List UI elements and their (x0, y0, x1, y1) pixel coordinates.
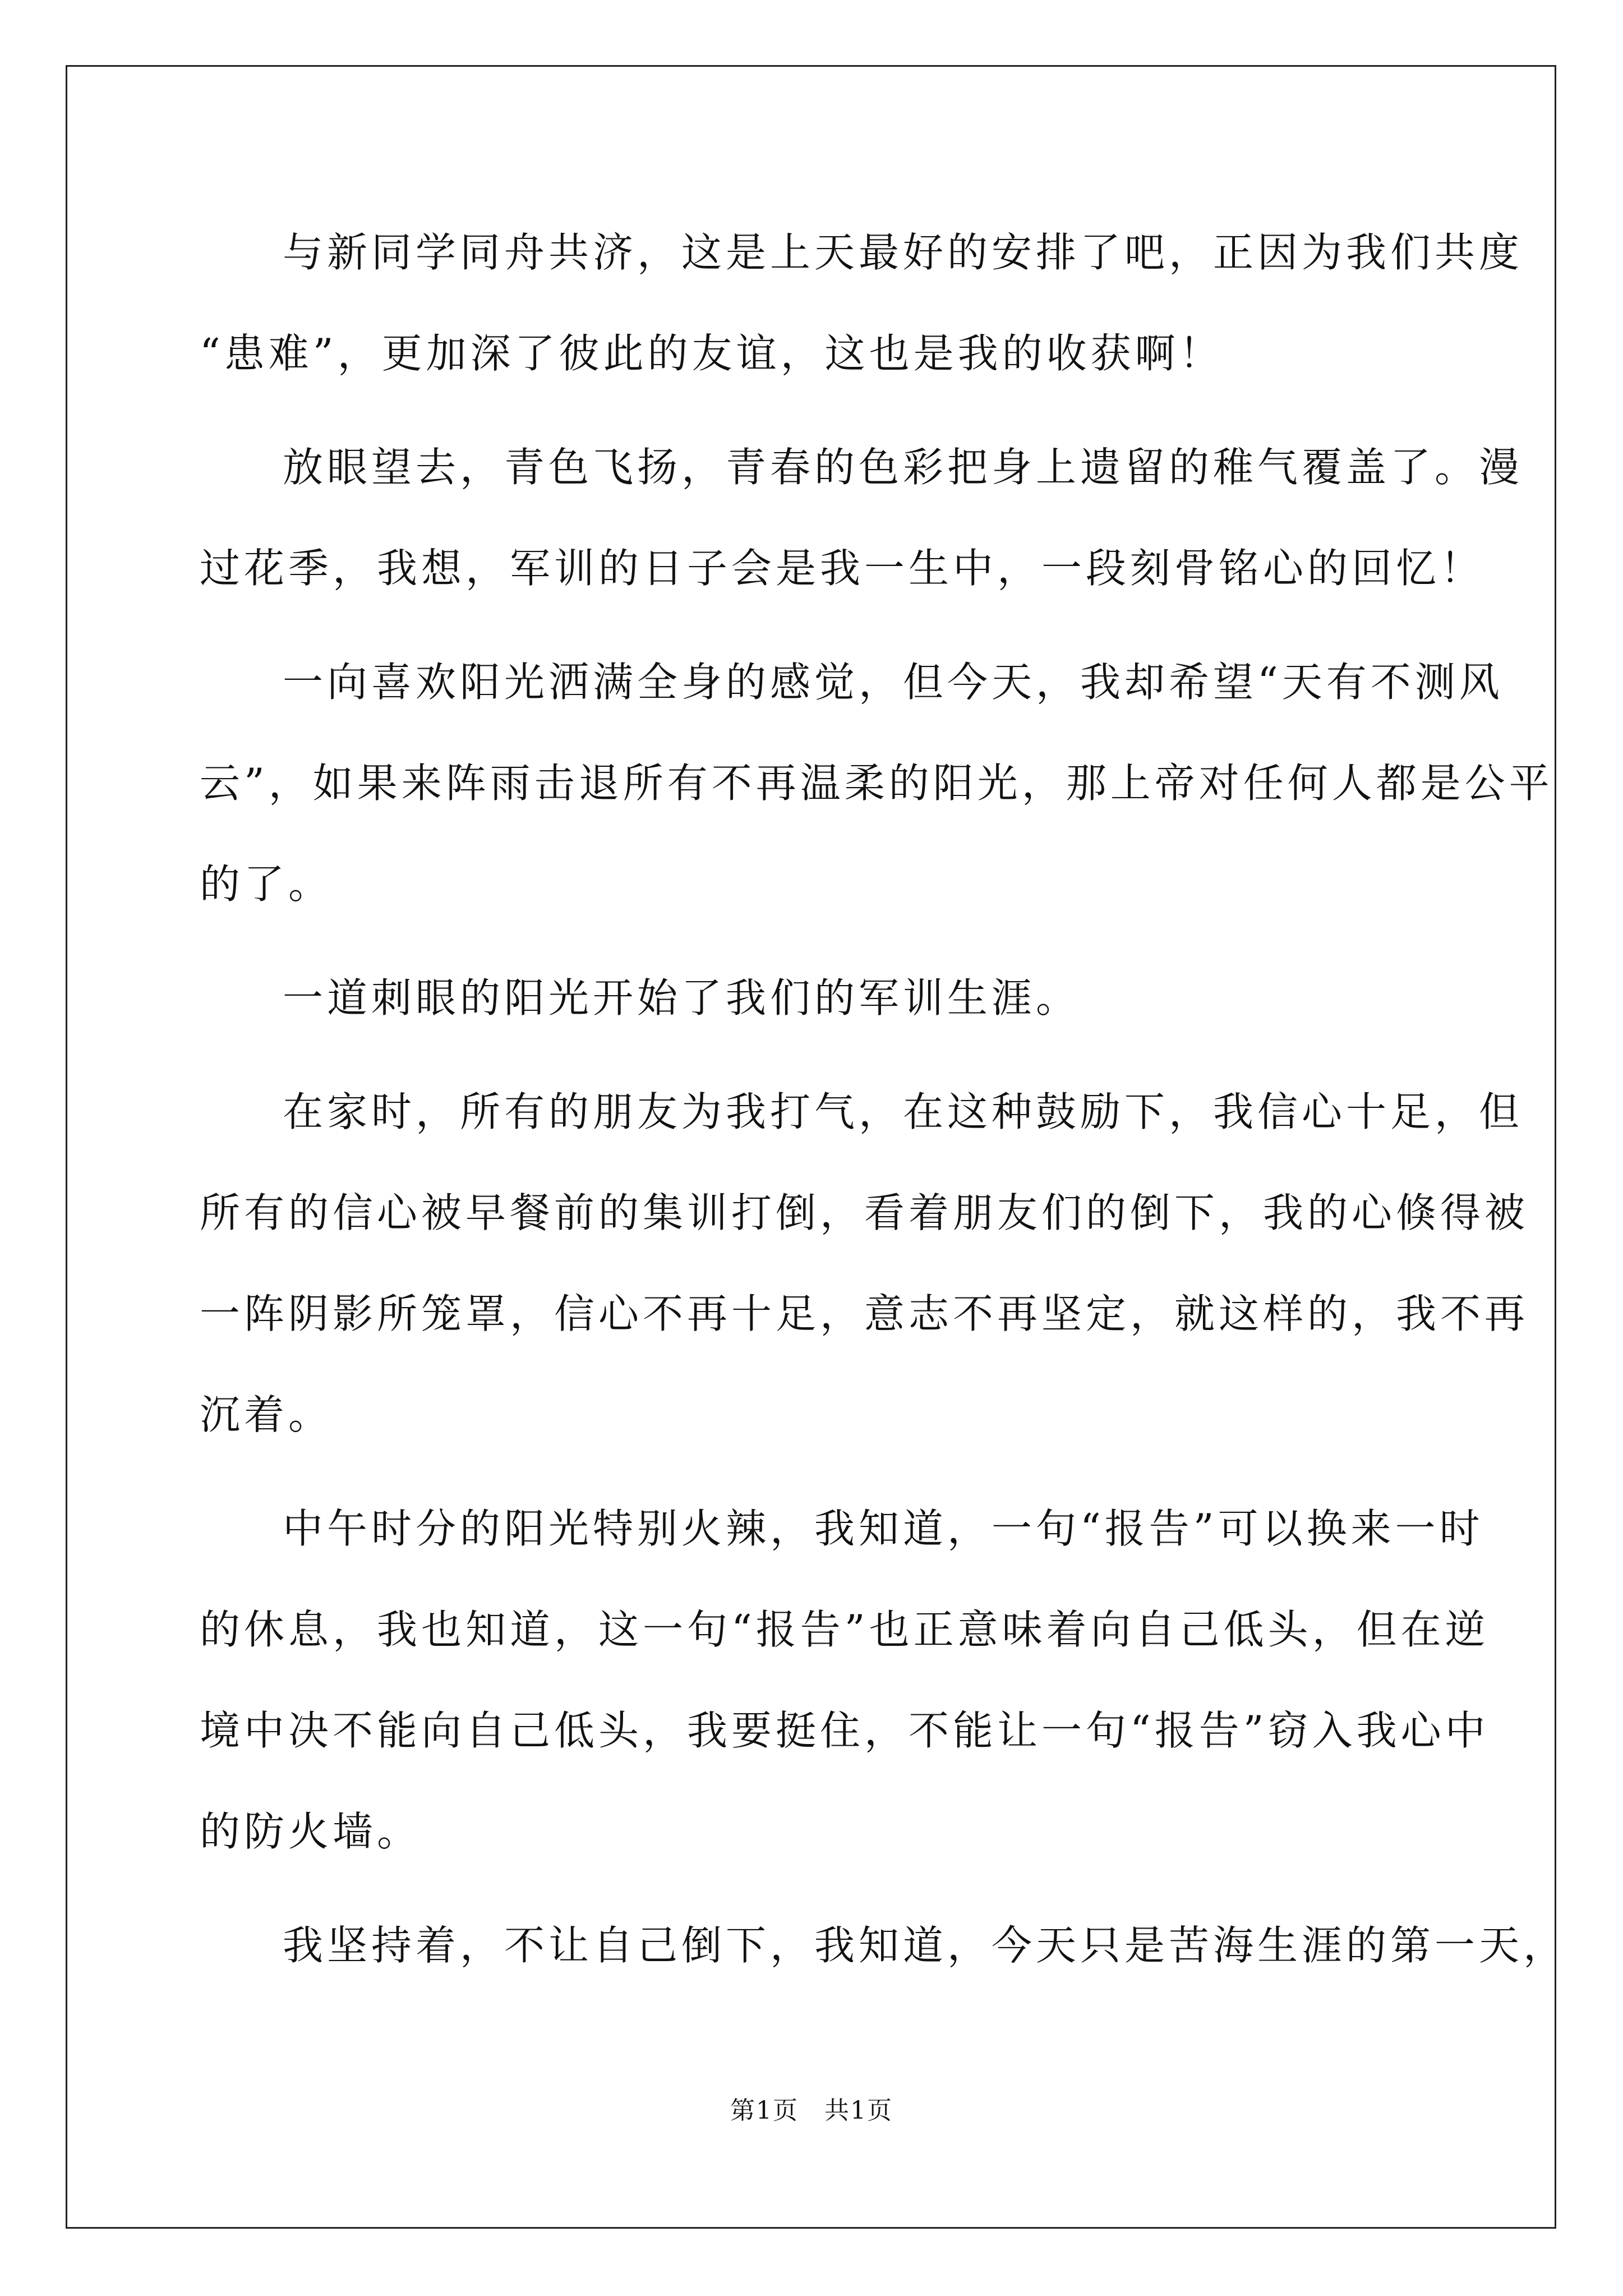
paragraph-1-line-2: “患难”，更加深了彼此的友谊，这也是我的收获啊！ (200, 330, 1224, 377)
paragraph-6-line-3: 境中决不能向自己低头，我要挺住，不能让一句“报告”窃入我心中 (200, 1707, 1490, 1754)
paragraph-6-line-1: 中午时分的阳光特别火辣，我知道，一句“报告”可以换来一时 (283, 1505, 1484, 1552)
paragraph-5-line-3: 一阵阴影所笼罩，信心不再十足，意志不再坚定，就这样的，我不再 (200, 1290, 1529, 1337)
paragraph-5-line-1: 在家时，所有的朋友为我打气，在这种鼓励下，我信心十足，但 (283, 1088, 1524, 1135)
paragraph-3-line-2: 云”，如果来阵雨击退所有不再温柔的阳光，那上帝对任何人都是公平 (200, 760, 1553, 807)
paragraph-5-line-4: 沉着。 (200, 1391, 333, 1438)
paragraph-1-line-1: 与新同学同舟共济，这是上天最好的安排了吧，正因为我们共度 (283, 229, 1524, 276)
page-footer: 第1页 共1页 (730, 2096, 893, 2125)
paragraph-4-line-1: 一道刺眼的阳光开始了我们的军训生涯。 (283, 974, 1081, 1022)
paragraph-6-line-2: 的休息，我也知道，这一句“报告”也正意味着向自己低头，但在逆 (200, 1606, 1490, 1653)
paragraph-2-line-2: 过花季，我想，军训的日子会是我一生中，一段刻骨铭心的回忆！ (200, 545, 1485, 592)
paragraph-5-line-2: 所有的信心被早餐前的集训打倒，看着朋友们的倒下，我的心倏得被 (200, 1189, 1529, 1236)
paragraph-3-line-1: 一向喜欢阳光洒满全身的感觉，但今天，我却希望“天有不测风 (283, 659, 1504, 706)
paragraph-6-line-4: 的防火墙。 (200, 1808, 422, 1855)
page-border (66, 65, 1556, 2229)
paragraph-2-line-1: 放眼望去，青色飞扬，青春的色彩把身上遗留的稚气覆盖了。漫 (283, 444, 1524, 491)
paragraph-3-line-3: 的了。 (200, 861, 333, 908)
paragraph-7-line-1: 我坚持着，不让自己倒下，我知道，今天只是苦海生涯的第一天， (283, 1922, 1568, 1969)
